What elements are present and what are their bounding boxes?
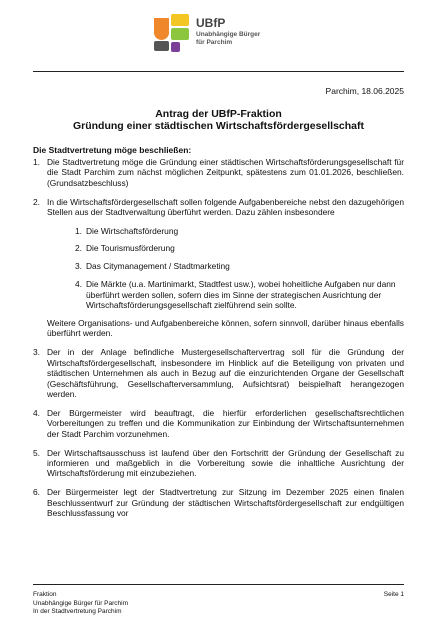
sublist-item	[47, 279, 404, 310]
sublist-number: 3.	[75, 261, 82, 272]
footer-line: Unabhängige Bürger für Parchim	[33, 599, 129, 607]
item-number: 6.	[33, 487, 40, 498]
footer-line: In der Stadtvertretung Parchim	[33, 608, 122, 616]
logo-subtitle-line1: Unabhängige Bürger	[196, 31, 261, 38]
logo-mark-icon	[154, 14, 190, 52]
sublist-item	[47, 261, 404, 271]
item-followup-text: Weitere Organisations- und Aufgabenbereiche können, sofern sinnvoll, darüber hinaus ebenfalls überführt werden.	[47, 317, 404, 339]
item-number: 4.	[33, 407, 40, 418]
footer-sender	[33, 591, 128, 617]
resolution-item-6	[33, 487, 404, 518]
sublist-item	[47, 226, 404, 236]
footer-divider	[33, 584, 404, 585]
item-number: 2.	[33, 196, 40, 207]
sublist-text: Die Wirtschaftsförderung	[86, 225, 179, 236]
sublist-number: 4.	[75, 279, 82, 290]
resolution-item-3	[33, 347, 404, 399]
resolution-list	[33, 157, 404, 527]
sublist-text: Das Citymanagement / Stadtmarketing	[86, 261, 230, 272]
logo-subtitle	[196, 31, 296, 47]
page-number: Seite 1	[383, 591, 404, 598]
item-text: Der Bürgermeister wird beauftragt, die hierfür erforderlichen gesellschaftsrechtlichen Vorbereitungen zu treffen und die Kommunikation zur Einbindung der Wirtschaftsunternehmen der Stadt Parchim vorzunehmen.	[47, 407, 404, 439]
resolution-item-4	[33, 408, 404, 439]
logo	[154, 14, 294, 54]
sublist-item	[47, 243, 404, 253]
sublist-text: Die Tourismusförderung	[86, 243, 175, 254]
item-number: 1.	[33, 157, 40, 167]
logo-name: UBfP	[196, 16, 226, 30]
resolution-intro: Die Stadtvertretung möge beschließen:	[33, 145, 192, 155]
item-text: Der in der Anlage befindliche Mustergesellschaftervertrag soll für die Gründung der Wirtschaftsfördergesellschaft, insbesondere im Hinblick auf die Beteiligung von privaten und städtischen Unternehmen als auch in Bezug auf die einzurichtenden Organe der Gesellschaft (Geschäftsführung, Gesellschafterversammlung, Aufsichtsrat) beispielhaft herangezogen werden.	[47, 347, 404, 399]
resolution-item-1	[33, 157, 404, 188]
resolution-item-2	[33, 197, 404, 339]
item-text: Der Wirtschaftsausschuss ist laufend über den Fortschritt der Gründung der Gesellschaft zu informieren und maßgeblich in die Vorbereitung sowie die inhaltliche Ausrichtung der Wirtschaftsförderung mit einzubeziehen.	[47, 447, 404, 479]
dateline: Parchim, 18.06.2025	[325, 86, 404, 96]
item-number: 5.	[33, 447, 40, 458]
item-text: Die Stadtvertretung möge die Gründung einer städtischen Wirtschaftsförderungsgesellschaft für die Stadt Parchim zum nächst möglichen Zeitpunkt, spätestens zum 01.01.2026, beschließen. (Grundsatzbeschluss)	[47, 157, 404, 188]
resolution-item-5	[33, 448, 404, 479]
footer-line: Fraktion	[33, 591, 57, 598]
header-divider	[33, 71, 404, 72]
document-title: Antrag der UBfP-Fraktion	[155, 108, 282, 120]
item-text: In die Wirtschaftsfördergesellschaft sollen folgende Aufgabenbereiche nebst den dazugehörigen Stellen aus der Stadtverwaltung überführt werden. Dazu zählen insbesondere	[47, 196, 404, 218]
task-sublist	[47, 226, 404, 311]
document-subtitle: Gründung einer städtischen Wirtschaftsfördergesellschaft	[72, 120, 365, 132]
sublist-number: 2.	[75, 243, 82, 254]
sublist-text: Die Märkte (u.a. Martinimarkt, Stadtfest usw.), wobei hoheitliche Aufgaben nur dann überführt werden sollen, sofern dies im Sinne der strategischen Ausrichtung der Wirtschaftsförderungsgesellschaft zielführend sein sollte.	[86, 279, 396, 311]
logo-subtitle-line2: für Parchim	[196, 39, 233, 46]
item-text: Der Bürgermeister legt der Stadtvertretung zur Sitzung im Dezember 2025 einen finalen Beschlussentwurf zur Gründung der städtischen Wirtschaftsfördergesellschaft zur endgültigen Beschlussfassung vor	[47, 487, 404, 519]
sublist-number: 1.	[75, 225, 82, 236]
item-number: 3.	[33, 347, 40, 358]
